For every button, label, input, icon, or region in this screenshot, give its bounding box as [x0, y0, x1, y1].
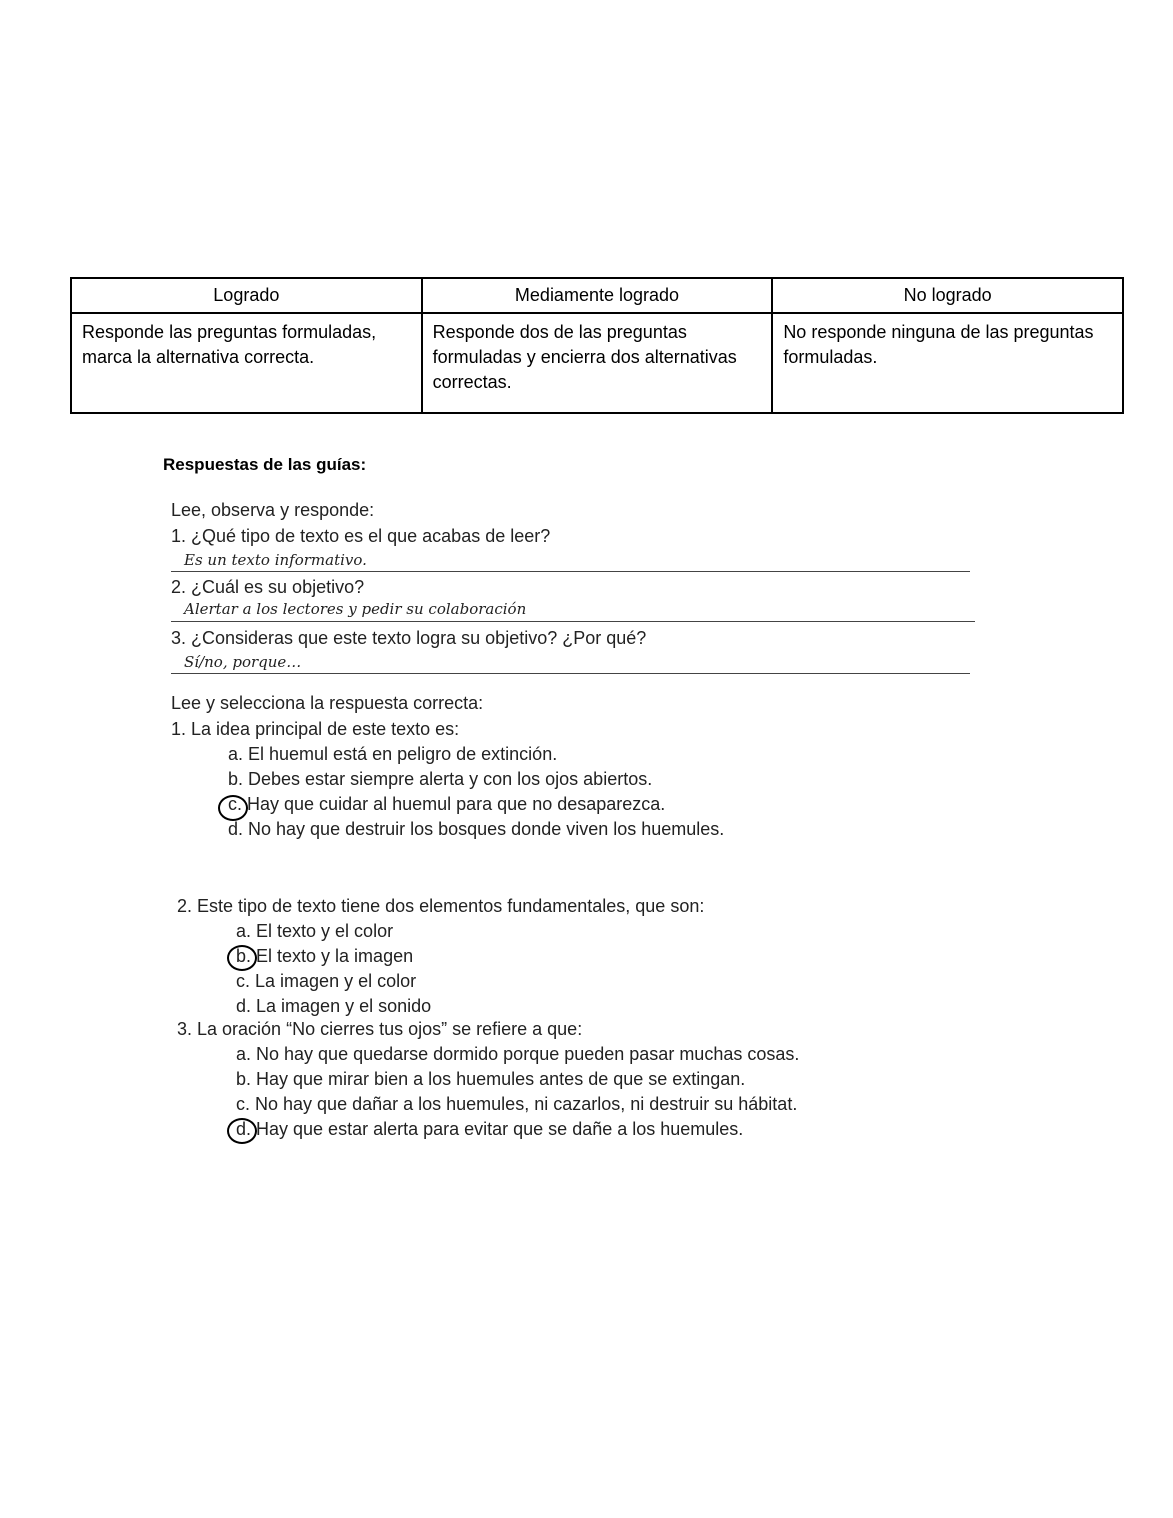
rubric-header-row	[71, 278, 1123, 313]
option-letter: a.	[228, 744, 244, 764]
section1-intro: Lee, observa y responde:	[171, 500, 375, 520]
mc-q1-option-a	[228, 744, 557, 765]
option-text: Hay que cuidar al huemul para que no desaparezca.	[242, 794, 666, 814]
mc-q3-option-c	[236, 1094, 797, 1115]
answer-circle-q1	[218, 795, 248, 821]
option-text: El huemul está en peligro de extinción.	[243, 744, 558, 764]
section1-question-3: 3. ¿Consideras que este texto logra su objetivo? ¿Por qué?	[171, 628, 647, 648]
answers-heading: Respuestas de las guías:	[163, 455, 367, 474]
option-letter: d.	[228, 819, 244, 839]
rubric-table	[70, 277, 1124, 414]
rubric-cell-not-achieved: No responde ninguna de las preguntas formuladas.	[772, 313, 1123, 413]
option-text: No hay que quedarse dormido porque pueden pasar muchas cosas.	[251, 1044, 800, 1064]
answer-line-2	[171, 621, 975, 622]
option-text: El texto y la imagen	[251, 946, 414, 966]
mc-q3-option-d	[236, 1119, 743, 1140]
section1-question-1: 1. ¿Qué tipo de texto es el que acabas de leer?	[171, 526, 551, 546]
rubric-header-not-achieved: No logrado	[772, 278, 1123, 313]
mc-question-3: 3. La oración “No cierres tus ojos” se refiere a que:	[177, 1019, 583, 1039]
answer-circle-q3	[227, 1118, 257, 1144]
option-letter: d.	[236, 1119, 252, 1139]
mc-q1-option-b	[228, 769, 652, 790]
option-text: Hay que mirar bien a los huemules antes de que se extingan.	[251, 1069, 746, 1089]
rubric-header-achieved: Logrado	[71, 278, 422, 313]
option-text: La imagen y el sonido	[251, 996, 432, 1016]
answer-line-3	[171, 673, 970, 674]
mc-question-1: 1. La idea principal de este texto es:	[171, 719, 460, 739]
mc-question-2: 2. Este tipo de texto tiene dos elementos fundamentales, que son:	[177, 896, 705, 916]
option-text: Debes estar siempre alerta y con los ojos abiertos.	[243, 769, 653, 789]
mc-q3-option-a	[236, 1044, 799, 1065]
section2-intro: Lee y selecciona la respuesta correcta:	[171, 693, 484, 713]
option-text: No hay que dañar a los huemules, ni cazarlos, ni destruir su hábitat.	[250, 1094, 798, 1114]
option-letter: b.	[228, 769, 244, 789]
option-text: El texto y el color	[251, 921, 394, 941]
option-letter: a.	[236, 1044, 252, 1064]
rubric-body-row	[71, 313, 1123, 413]
option-text: No hay que destruir los bosques donde viven los huemules.	[243, 819, 725, 839]
option-letter: d.	[236, 996, 252, 1016]
rubric-header-partial: Mediamente logrado	[422, 278, 773, 313]
mc-q2-option-a	[236, 921, 393, 942]
mc-q2-option-d	[236, 996, 431, 1017]
option-text: La imagen y el color	[250, 971, 417, 991]
option-letter: a.	[236, 921, 252, 941]
section1-question-2: 2. ¿Cuál es su objetivo?	[171, 577, 365, 597]
option-letter: c.	[236, 971, 251, 991]
mc-q1-option-d	[228, 819, 724, 840]
mc-q1-option-c	[228, 794, 665, 815]
option-letter: c.	[236, 1094, 251, 1114]
option-letter: b.	[236, 1069, 252, 1089]
section1-answer-2: Alertar a los lectores y pedir su colaboración	[184, 600, 527, 618]
option-text: Hay que estar alerta para evitar que se dañe a los huemules.	[251, 1119, 744, 1139]
mc-q3-option-b	[236, 1069, 745, 1090]
section1-answer-1: Es un texto informativo.	[184, 551, 367, 569]
section1-answer-3: Sí/no, porque…	[184, 653, 302, 671]
mc-q2-option-c	[236, 971, 416, 992]
answer-line-1	[171, 571, 970, 572]
rubric-cell-partial: Responde dos de las preguntas formuladas y encierra dos alternativas correctas.	[422, 313, 773, 413]
rubric-cell-achieved: Responde las preguntas formuladas, marca la alternativa correcta.	[71, 313, 422, 413]
mc-q2-option-b	[236, 946, 413, 967]
option-letter: c.	[228, 794, 243, 814]
answer-circle-q2	[227, 945, 257, 971]
option-letter: b.	[236, 946, 252, 966]
